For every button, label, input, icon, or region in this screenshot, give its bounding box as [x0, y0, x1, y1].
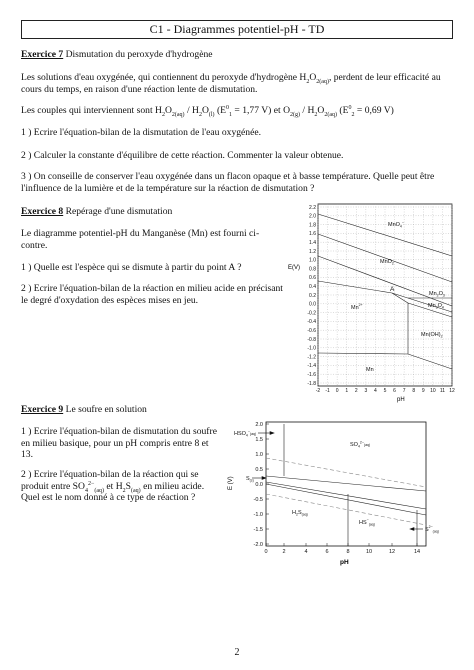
ex7-title: Dismutation du peroxyde d'hydrogène	[63, 49, 213, 60]
mn-y-tick-label: 1.4	[309, 240, 316, 246]
s-y-tick-label: -0.5	[253, 497, 263, 503]
s-species-so4: $SO_4^{2-}_{(aq)}$	[350, 440, 371, 449]
mn-x-tick-label: 4	[374, 388, 377, 394]
ex7-question-1: 1 ) Ecrire l'équation-bilan de la dismutation de l'eau oxygénée.	[21, 127, 262, 138]
s-species-sulfur-solid: $S_{(s)}$	[246, 476, 254, 483]
mn-y-tick-label: -1.4	[307, 363, 316, 370]
s-plot-frame	[266, 422, 426, 546]
mn-y-tick-label: 0.0	[309, 301, 316, 308]
ex9-question-2: 2 ) Ecrire l'équation-bilan de la réaction qui se produit entre $SO_4^{2-}_{(aq)}$ et $H_2S_{(aq)}$ en milieu acide. Quel est le nom donné à ce type de réaction ?	[21, 469, 205, 504]
s-x-tick-label: 12	[388, 549, 396, 555]
mn-y-tick-label: 2.0	[309, 213, 316, 220]
mn-y-tick-label: 1.6	[309, 231, 316, 238]
ex9-title: Le soufre en solution	[63, 404, 147, 415]
mn-species-mn: Mn	[366, 367, 374, 373]
mn-x-tick-label: 9	[421, 388, 425, 394]
mn-x-tick-label: 12	[449, 388, 455, 394]
sulfur-potential-ph-diagram	[222, 414, 440, 570]
ex8-label: Exercice 8	[21, 206, 64, 217]
mn-y-tick-label: -1.0	[307, 345, 316, 352]
s-species-s2minus: $S^{2-}_{(aq)}$	[425, 525, 439, 534]
mn-x-tick-label: 7	[402, 388, 406, 394]
mn-y-tick-label: 0.8	[309, 266, 316, 273]
s-x-axis-label: pH	[340, 559, 349, 566]
mn-y-tick-label: -0.6	[307, 328, 316, 334]
mn-x-tick-label: 2	[354, 388, 358, 394]
mn-y-tick-label: -0.8	[307, 336, 316, 343]
ex8-question-1: 1 ) Quelle est l'espèce qui se dismute à partir du point A ?	[21, 262, 242, 273]
mn-x-tick-label: 8	[412, 388, 416, 394]
mn-point-a-label: A	[390, 286, 395, 293]
mn-species-mn2plus: $Mn^{2+}$	[351, 303, 363, 311]
ex7-question-2: 2 ) Calculer la constante d'équilibre de cette réaction. Commenter la valeur obtenue.	[21, 150, 344, 161]
s-y-tick-label: 2.0	[255, 422, 263, 428]
mn-x-tick-label: 10	[430, 388, 436, 394]
mn-x-axis-label: pH	[397, 397, 405, 403]
s-y-tick-label: 1.5	[255, 437, 263, 443]
ex7-intro: Les solutions d'eau oxygénée, qui contiennent du peroxyde d'hydrogène $H_2O_{2(aq)}$, perdent de leur efficacité au cours du temps, en raison d'une réaction lente de dismutation.	[21, 72, 441, 95]
s-species-hso4: $HSO_4^-_{(aq)}$	[234, 429, 257, 438]
mn-y-tick-label: -1.6	[307, 372, 316, 378]
s-x-tick-label: 6	[325, 549, 329, 555]
s-x-tick-label: 10	[365, 549, 373, 555]
s-species-h2s: $H_2S_{(aq)}$	[292, 510, 308, 517]
s-x-tick-label: 4	[304, 549, 308, 555]
mn-x-tick-label: -1	[325, 388, 330, 394]
mn-y-axis-label: E(V)	[288, 265, 300, 271]
ex7-question-3: 3 ) On conseille de conserver l'eau oxygénée dans un flacon opaque et à basse température. Quelle peut être l'influence de la lumière et de la température sur la réaction de dismutation ?	[21, 171, 435, 194]
s-x-tick-label: 0	[264, 549, 268, 555]
mn-x-tick-label: 5	[383, 388, 387, 394]
mn-y-tick-label: 2.2	[309, 204, 316, 211]
s-y-tick-label: 0.5	[255, 467, 263, 473]
s-x-tick-label: 8	[346, 549, 350, 555]
ex8-intro: Le diagramme potentiel-pH du Manganèse (Mn) est fourni ci-contre.	[21, 228, 260, 251]
mn-species-mno2: MnO$_2$	[380, 259, 394, 266]
ex8-title: Repérage d'une dismutation	[63, 206, 173, 217]
ex9-heading	[21, 404, 147, 416]
mn-x-tick-label: -2	[315, 388, 321, 394]
s-x-tick-label: 14	[413, 549, 421, 555]
page-title: C1 - Diagrammes potentiel-pH - TD	[21, 20, 453, 39]
mn-species-mn3o4: $Mn_3O_4$	[428, 303, 444, 310]
mn-y-tick-label: 0.4	[309, 284, 316, 290]
mn-y-tick-label: 1.2	[309, 248, 316, 255]
ex7-label: Exercice 7	[21, 49, 64, 60]
s-y-tick-label: -1.0	[253, 512, 263, 518]
mn-species-mno4: MnO$_4$−	[388, 220, 404, 229]
s-y-tick-label: 0.0	[255, 482, 263, 488]
s-y-tick-label: -1.5	[253, 527, 263, 533]
s-x-tick-label: 2	[282, 549, 286, 555]
ex7-heading	[21, 49, 213, 61]
mn-y-tick-label: 1.0	[309, 257, 316, 264]
ex8-question-2: 2 ) Ecrire l'équation-bilan de la réaction en milieu acide en précisant le degré d'oxydation des espèces mises en jeu.	[21, 283, 283, 306]
s-y-tick-label: 1.0	[255, 452, 263, 458]
mn-y-tick-label: 0.6	[309, 275, 316, 282]
mn-y-tick-label: -0.4	[307, 319, 316, 326]
ex7-couples: Les couples qui interviennent sont $H_2O_{2(aq)} / H_2O_{(l)}$ ($E^0_1 = 1,77$ V) et $O_{2(g)} / H_2O_{2(aq)}$ ($E^0_2 = 0,69$ V)	[21, 104, 394, 118]
page-number: 2	[234, 647, 240, 658]
mn-x-tick-label: 3	[364, 388, 368, 394]
mn-y-tick-label: -1.8	[307, 380, 316, 387]
s-y-axis-label: E (V)	[228, 476, 234, 490]
mn-y-tick-label: 0.2	[309, 292, 316, 299]
mn-x-tick-label: 0	[335, 388, 339, 394]
ex8-heading	[21, 206, 172, 218]
mn-y-tick-label: -1.2	[307, 354, 316, 361]
mn-x-tick-label: 6	[393, 388, 396, 394]
mn-x-tick-label: 1	[345, 388, 349, 394]
mn-x-tick-label: 11	[439, 388, 446, 394]
mn-y-tick-label: -0.2	[307, 310, 316, 317]
ex9-question-1: 1 ) Ecrire l'équation-bilan de dismutation du soufre en milieu basique, pour un pH compris entre 8 et 13.	[21, 426, 217, 461]
s-species-hs: $HS^-_{(aq)}$	[359, 518, 375, 527]
mn-species-mn2o3: $Mn_2O_3$	[429, 291, 445, 298]
manganese-potential-ph-diagram	[284, 196, 460, 408]
ex9-label: Exercice 9	[21, 404, 64, 415]
mn-y-tick-label: 1.8	[309, 222, 316, 229]
s-y-tick-label: -2.0	[253, 542, 263, 548]
mn-species-mnoh2: $Mn(OH)_2$	[421, 332, 443, 339]
